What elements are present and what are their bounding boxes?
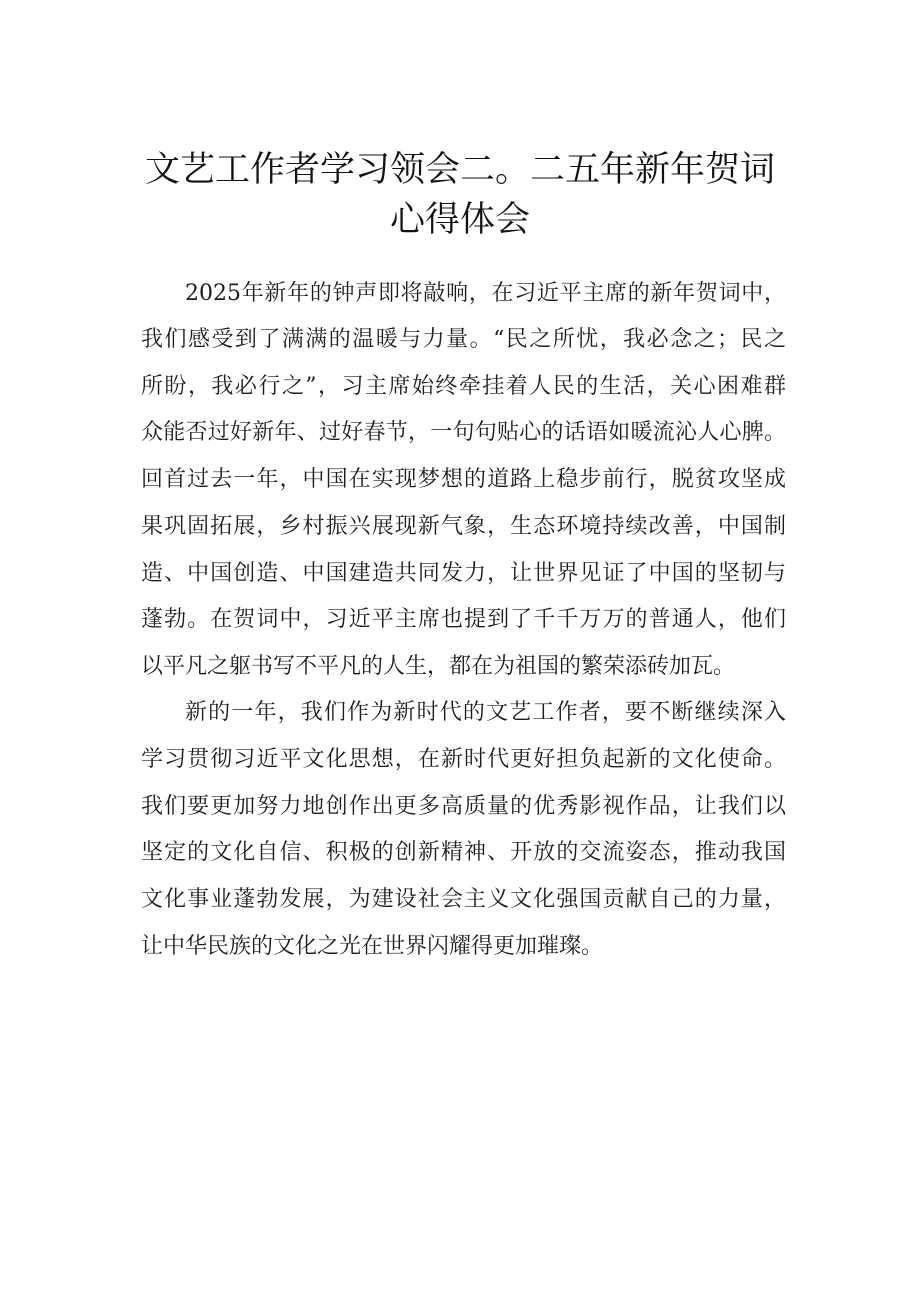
paragraph-2-line-3: 我们要更加努力地创作出更多高质量的优秀影视作品，让我们以 — [141, 794, 786, 819]
paragraph-2-line-1: 新的一年，我们作为新时代的文艺工作者，要不断继续深入 — [185, 700, 786, 725]
paragraph-1-line-8: 蓬勃。在贺词中，习近平主席也提到了千千万万的普通人，他们 — [141, 607, 786, 632]
paragraph-1-line-1: 2025年新年的钟声即将敲响，在习近平主席的新年贺词中， — [185, 281, 786, 306]
paragraph-2-line-5: 文化事业蓬勃发展，为建设社会主义文化强国贡献自己的力量， — [141, 887, 786, 912]
paragraph-1-line-5: 回首过去一年，中国在实现梦想的道路上稳步前行，脱贫攻坚成 — [141, 467, 786, 492]
paragraph-2-line-6: 让中华民族的文化之光在世界闪耀得更加璀璨。 — [141, 934, 604, 959]
document-body — [141, 270, 786, 990]
paragraph-1-line-4: 众能否过好新年、过好春节，一句句贴心的话语如暖流沁人心脾。 — [141, 420, 786, 445]
paragraph-2-line-2: 学习贯彻习近平文化思想，在新时代更好担负起新的文化使命。 — [141, 747, 786, 772]
paragraph-1-line-3: 所盼，我必行之”，习主席始终牵挂着人民的生活，关心困难群 — [141, 374, 786, 399]
document-title-line-1: 文艺工作者学习领会二。二五年新年贺词 — [144, 150, 775, 190]
paragraph-1-line-6: 果巩固拓展，乡村振兴展现新气象，生态环境持续改善，中国制 — [141, 514, 786, 539]
paragraph-1-line-9: 以平凡之躯书写不平凡的人生，都在为祖国的繁荣添砖加瓦。 — [141, 654, 736, 679]
paragraph-2-line-4: 坚定的文化自信、积极的创新精神、开放的交流姿态，推动我国 — [141, 840, 786, 865]
paragraph-1-line-2: 我们感受到了满满的温暖与力量。“民之所忧，我必念之；民之 — [141, 327, 786, 352]
document-title-line-2: 心得体会 — [389, 200, 530, 240]
paragraph-1-line-7: 造、中国创造、中国建造共同发力，让世界见证了中国的坚韧与 — [141, 561, 786, 586]
